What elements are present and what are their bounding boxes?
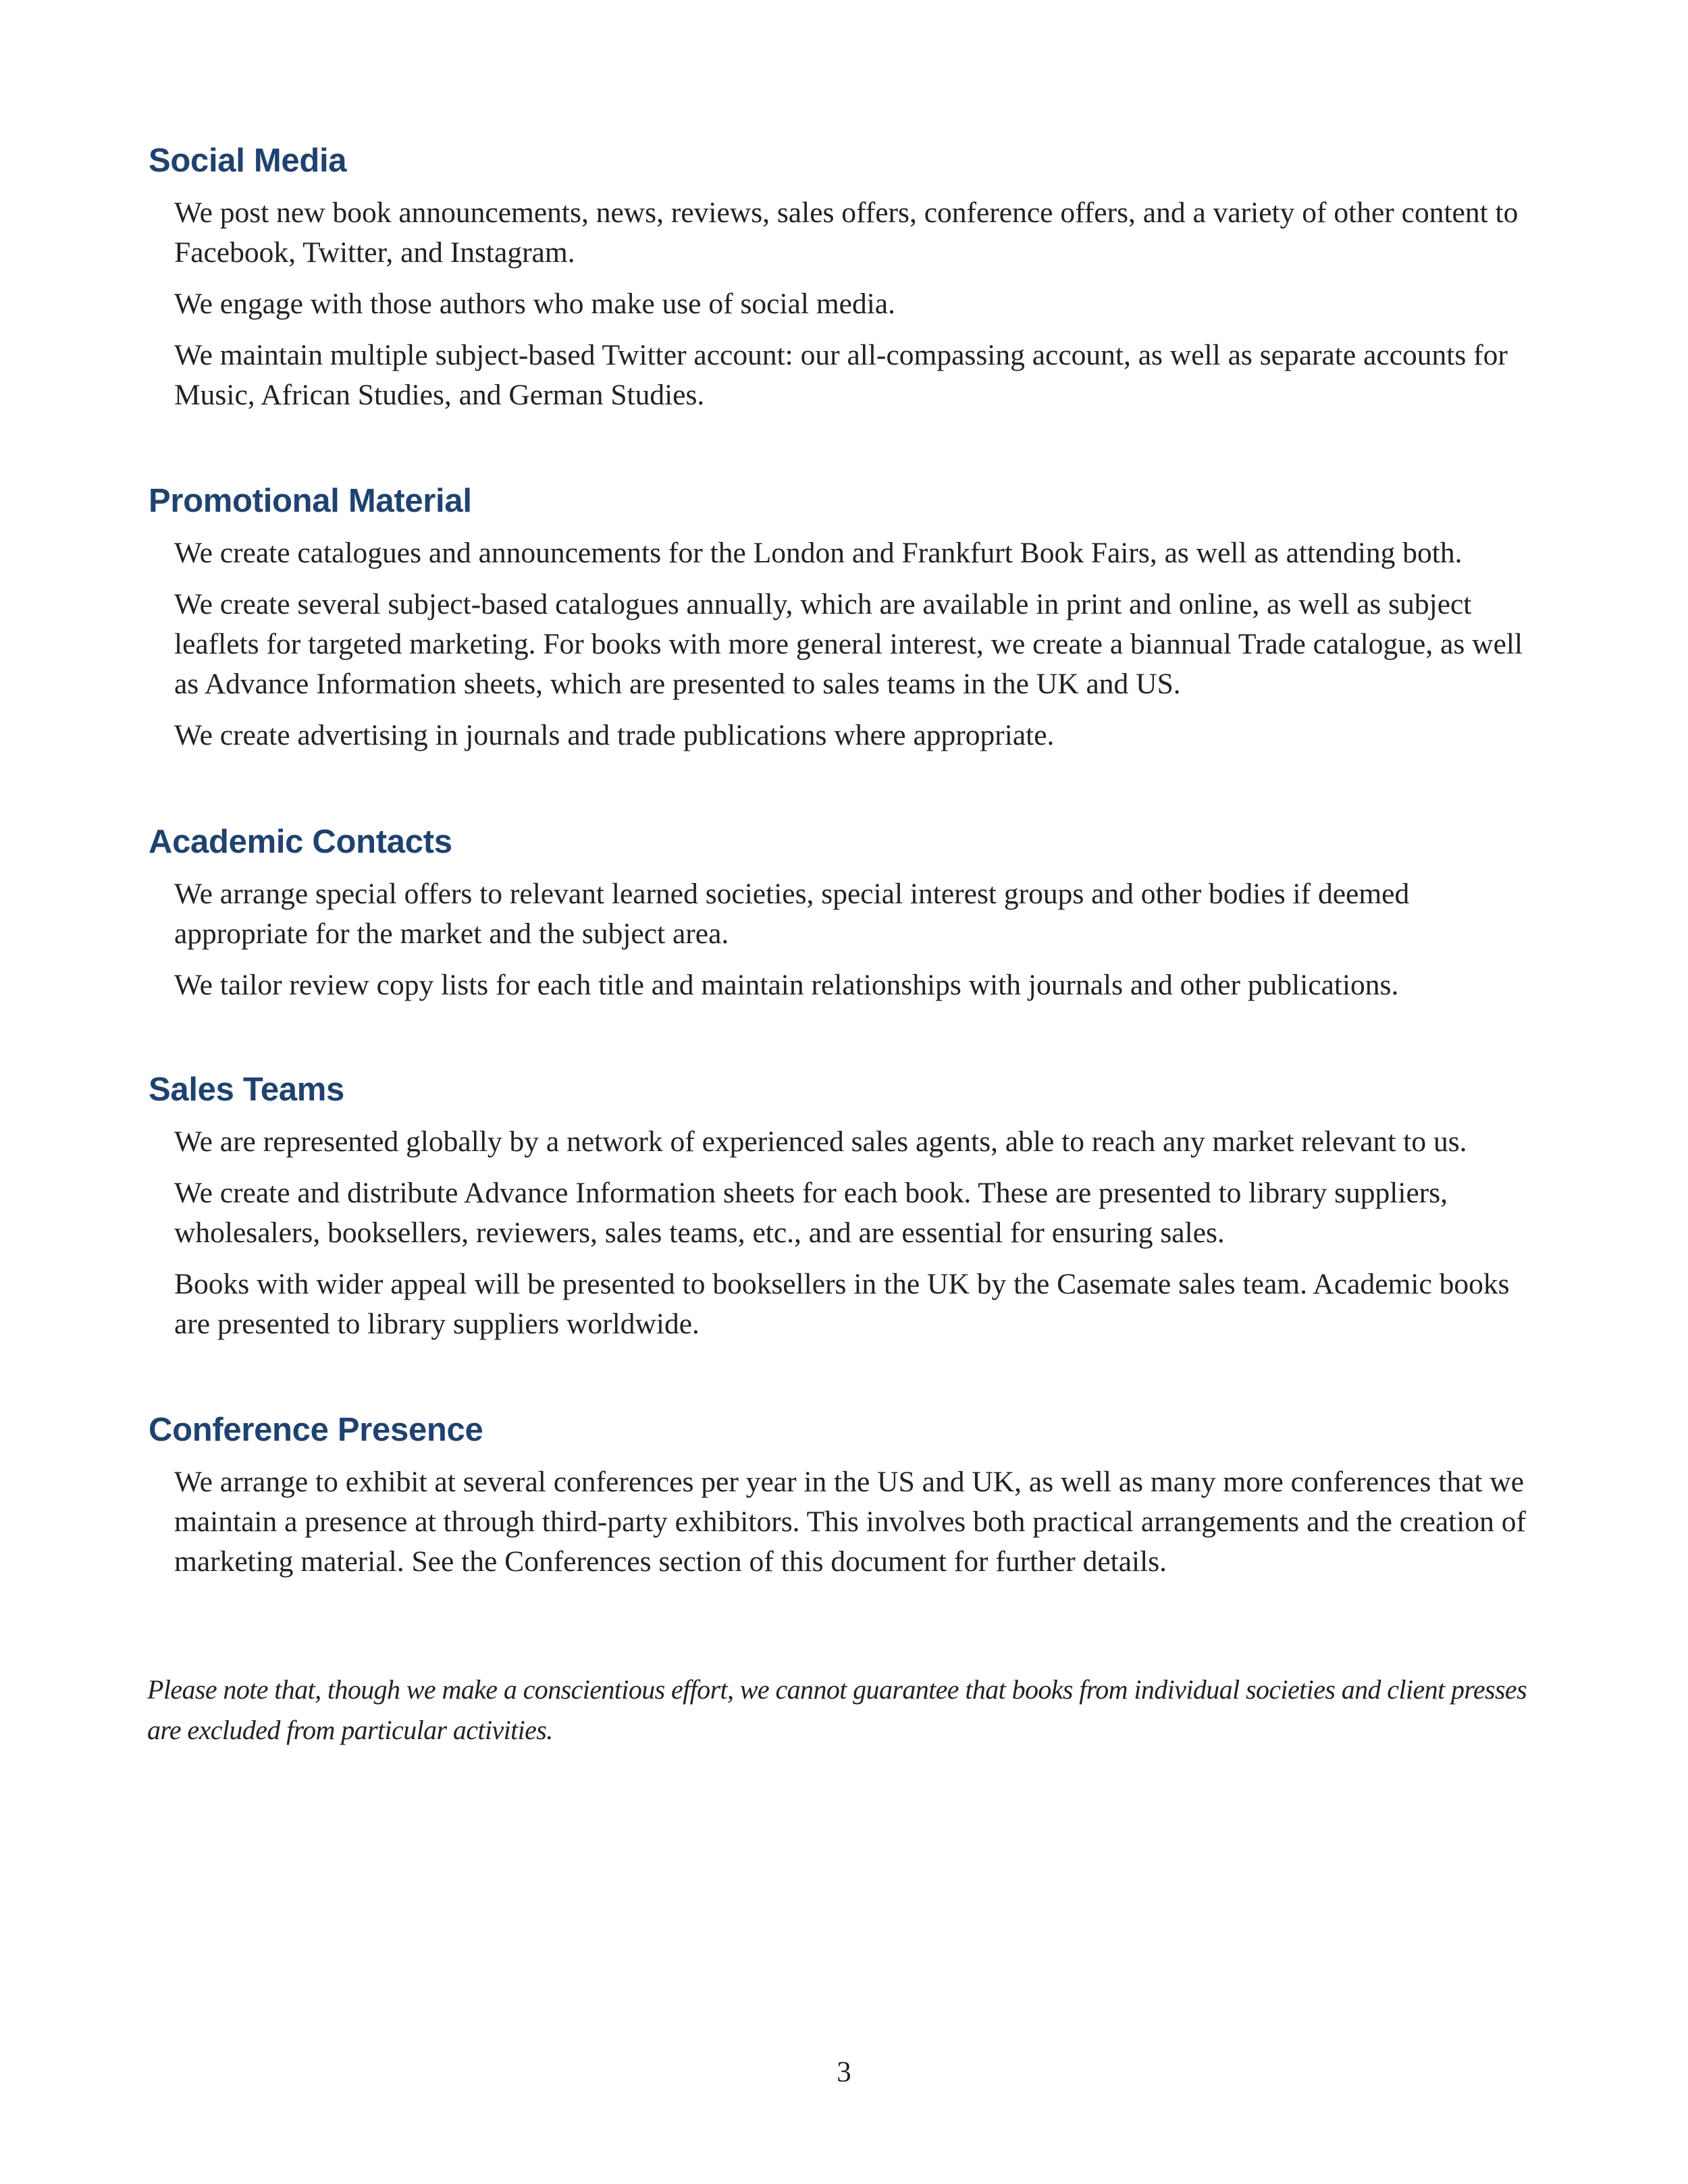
section-paragraph: We create advertising in journals and trade publications where appropriate. xyxy=(174,719,1055,751)
section-heading: Social Media xyxy=(149,142,347,179)
section-paragraph: We post new book announcements, news, reviews, sales offers, conference offers, and a variety of other content to Facebook, Twitter, and Instagram. xyxy=(174,196,1519,269)
section-paragraph: Books with wider appeal will be presented to booksellers in the UK by the Casemate sales team. Academic books are presented to library suppliers worldwide. xyxy=(174,1268,1510,1340)
section-conference-presence xyxy=(149,1410,1539,1593)
page-number: 3 xyxy=(837,2056,851,2088)
section-academic-contacts xyxy=(149,822,1539,1017)
section-paragraph: We tailor review copy lists for each title and maintain relationships with journals and other publications. xyxy=(174,969,1399,1001)
section-paragraph: We are represented globally by a network of experienced sales agents, able to reach any market relevant to us. xyxy=(174,1125,1467,1158)
section-heading: Conference Presence xyxy=(149,1412,483,1448)
section-paragraph: We create and distribute Advance Information sheets for each book. These are presented to library suppliers, wholesalers, booksellers, reviewers, sales teams, etc., and are essential for ensuring sales. xyxy=(174,1177,1448,1249)
section-heading: Promotional Material xyxy=(149,483,472,519)
section-heading: Academic Contacts xyxy=(149,824,452,860)
section-sales-teams xyxy=(149,1069,1539,1356)
section-paragraph: We create catalogues and announcements for the London and Frankfurt Book Fairs, as well as attending both. xyxy=(174,537,1462,569)
section-heading: Sales Teams xyxy=(149,1071,344,1108)
section-promotional-material xyxy=(149,481,1539,767)
section-paragraph: We arrange special offers to relevant learned societies, special interest groups and other bodies if deemed appropriate for the market and the subject area. xyxy=(174,878,1410,950)
section-paragraph: We arrange to exhibit at several conferences per year in the US and UK, as well as many more conferences that we maintain a presence at through third-party exhibitors. This involves both practical arrangements and the creation of marketing material. See the Conferences section of this document for further details. xyxy=(174,1466,1526,1578)
section-social-media xyxy=(149,140,1539,427)
section-paragraph: We create several subject-based catalogues annually, which are available in print and online, as well as subject leaflets for targeted marketing. For books with more general interest, we create a biannual Trade catalogue, as well as Advance Information sheets, which are presented to sales teams in the UK and US. xyxy=(174,588,1523,700)
disclaimer-note: Please note that, though we make a conscientious effort, we cannot guarantee that books from individual societies and client presses are excluded from particular activities. xyxy=(147,1674,1527,1745)
section-paragraph: We engage with those authors who make use of social media. xyxy=(174,288,895,320)
section-paragraph: We maintain multiple subject-based Twitter account: our all-compassing account, as well as separate accounts for Music, African Studies, and German Studies. xyxy=(174,339,1508,411)
